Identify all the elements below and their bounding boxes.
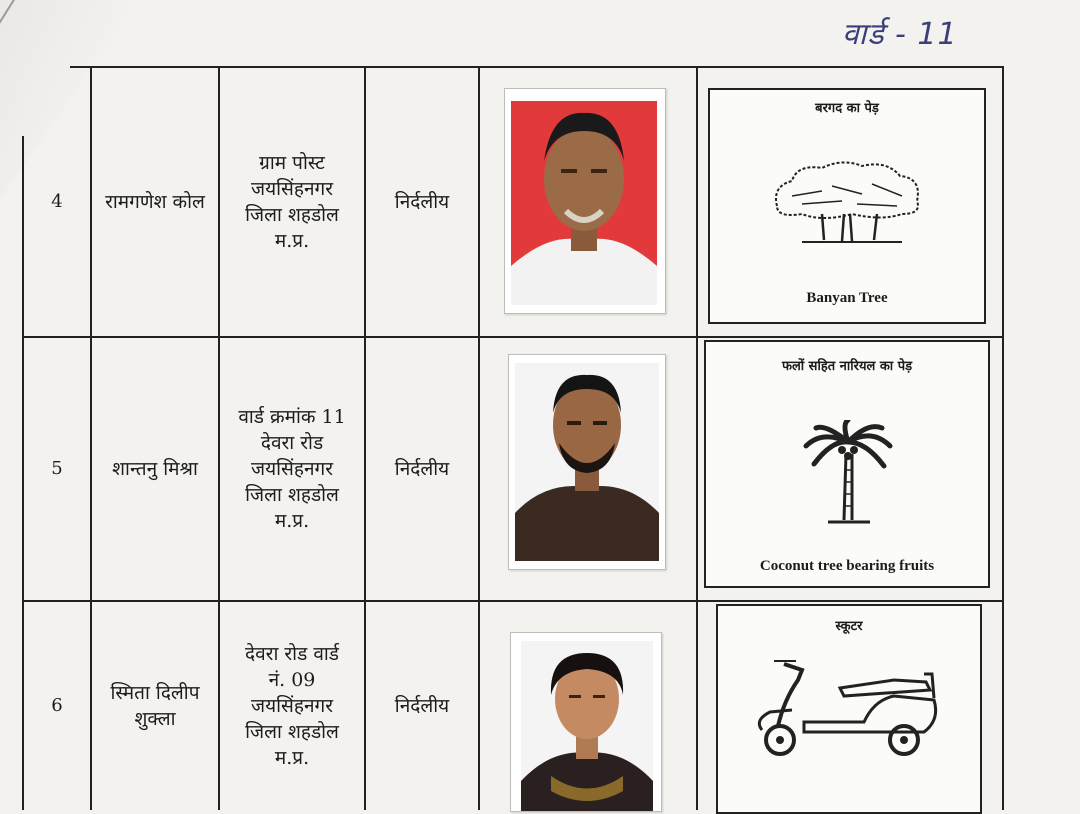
address-line: म.प्र. bbox=[274, 230, 310, 252]
serial-number: 6 bbox=[51, 695, 63, 716]
address-line: नं. 09 bbox=[268, 669, 316, 691]
symbol-name-english: Coconut tree bearing fruits bbox=[759, 558, 935, 574]
symbol-name-hindi: फलों सहित नारियल का पेड़ bbox=[781, 359, 913, 374]
candidate-photo bbox=[511, 101, 657, 305]
candidate-photo-frame bbox=[510, 632, 662, 812]
address-line: जयसिंहनगर bbox=[251, 695, 333, 717]
table-border-right bbox=[1002, 66, 1004, 810]
candidate-address bbox=[220, 602, 364, 810]
candidate-name: रामगणेश कोल bbox=[105, 191, 205, 213]
party-affiliation: निर्दलीय bbox=[394, 458, 450, 480]
column-divider bbox=[696, 66, 698, 810]
scooter-icon bbox=[744, 660, 944, 760]
column-divider bbox=[478, 66, 480, 810]
candidate-address bbox=[220, 338, 364, 600]
candidate-name: शान्तनु मिश्रा bbox=[112, 458, 198, 480]
candidate-photo bbox=[515, 363, 659, 561]
address-line: वार्ड क्रमांक 11 bbox=[238, 406, 346, 428]
address-line: जिला शहडोल bbox=[245, 721, 339, 743]
address-line: देवरा रोड वार्ड bbox=[245, 643, 339, 665]
candidate-photo-frame bbox=[508, 354, 666, 570]
coconut-tree-icon bbox=[802, 420, 894, 530]
election-symbol-box bbox=[716, 604, 982, 814]
ward-label: वार्ड - 11 bbox=[842, 17, 958, 52]
address-line: म.प्र. bbox=[274, 747, 310, 769]
serial-number: 5 bbox=[51, 458, 63, 479]
serial-number: 4 bbox=[51, 191, 63, 212]
address-line: जयसिंहनगर bbox=[251, 458, 333, 480]
symbol-name-english: Banyan Tree bbox=[806, 290, 888, 306]
candidate-name: स्मिता दिलीप शुक्ला bbox=[110, 682, 200, 730]
candidate-photo-frame bbox=[504, 88, 666, 314]
address-line: जयसिंहनगर bbox=[251, 178, 333, 200]
address-line: म.प्र. bbox=[274, 510, 310, 532]
address-line: जिला शहडोल bbox=[245, 204, 339, 226]
party-affiliation: निर्दलीय bbox=[394, 191, 450, 213]
address-line: जिला शहडोल bbox=[245, 484, 339, 506]
party-affiliation: निर्दलीय bbox=[394, 695, 450, 717]
banyan-tree-icon bbox=[762, 156, 932, 246]
election-symbol-box bbox=[708, 88, 986, 324]
symbol-name-hindi: स्कूटर bbox=[835, 619, 863, 634]
candidate-photo bbox=[521, 641, 653, 811]
address-line: देवरा रोड bbox=[260, 432, 324, 454]
symbol-name-hindi: बरगद का पेड़ bbox=[815, 101, 879, 116]
address-line: ग्राम पोस्ट bbox=[259, 152, 325, 174]
election-symbol-box bbox=[704, 340, 990, 588]
candidate-address bbox=[220, 68, 364, 336]
